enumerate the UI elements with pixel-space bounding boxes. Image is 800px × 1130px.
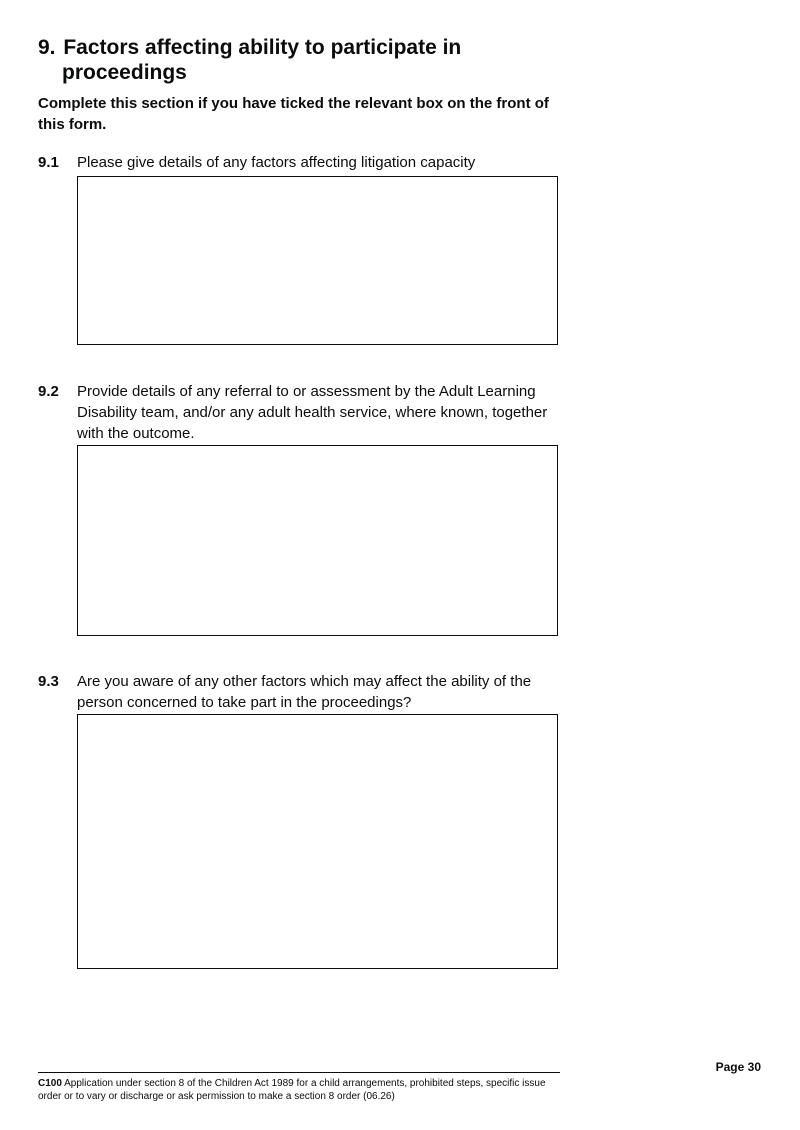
question-number: 9.2 bbox=[38, 383, 59, 400]
litigation-capacity-answer-field[interactable] bbox=[77, 176, 558, 345]
question-number: 9.3 bbox=[38, 673, 59, 690]
section-heading bbox=[38, 35, 558, 85]
footer-divider bbox=[38, 1072, 560, 1073]
section-intro: Complete this section if you have ticked the relevant box on the front of this form. bbox=[38, 95, 549, 133]
question-text: Are you aware of any other factors which may affect the ability of the person concerned to take part in the proceedings? bbox=[77, 673, 532, 711]
referral-assessment-answer-field[interactable] bbox=[77, 445, 558, 636]
section-title-line2: proceedings bbox=[62, 61, 187, 84]
section-title-line1: Factors affecting ability to participate in bbox=[63, 36, 462, 59]
page-number: Page 30 bbox=[715, 1060, 761, 1074]
other-factors-answer-field[interactable] bbox=[77, 714, 558, 969]
section-number: 9. bbox=[38, 36, 56, 59]
question-text: Provide details of any referral to or assessment by the Adult Learning Disability team, and/or any adult health service, where known, together with the outcome. bbox=[77, 383, 548, 442]
footer-form-description bbox=[38, 1077, 558, 1103]
footer-form-code: C100 bbox=[38, 1078, 62, 1089]
question-text: Please give details of any factors affecting litigation capacity bbox=[77, 154, 476, 171]
footer-description: Application under section 8 of the Children Act 1989 for a child arrangements, prohibited steps, specific issue order or to vary or discharge or ask permission to make a section 8 order (06.26) bbox=[38, 1078, 546, 1102]
question-number: 9.1 bbox=[38, 154, 59, 171]
